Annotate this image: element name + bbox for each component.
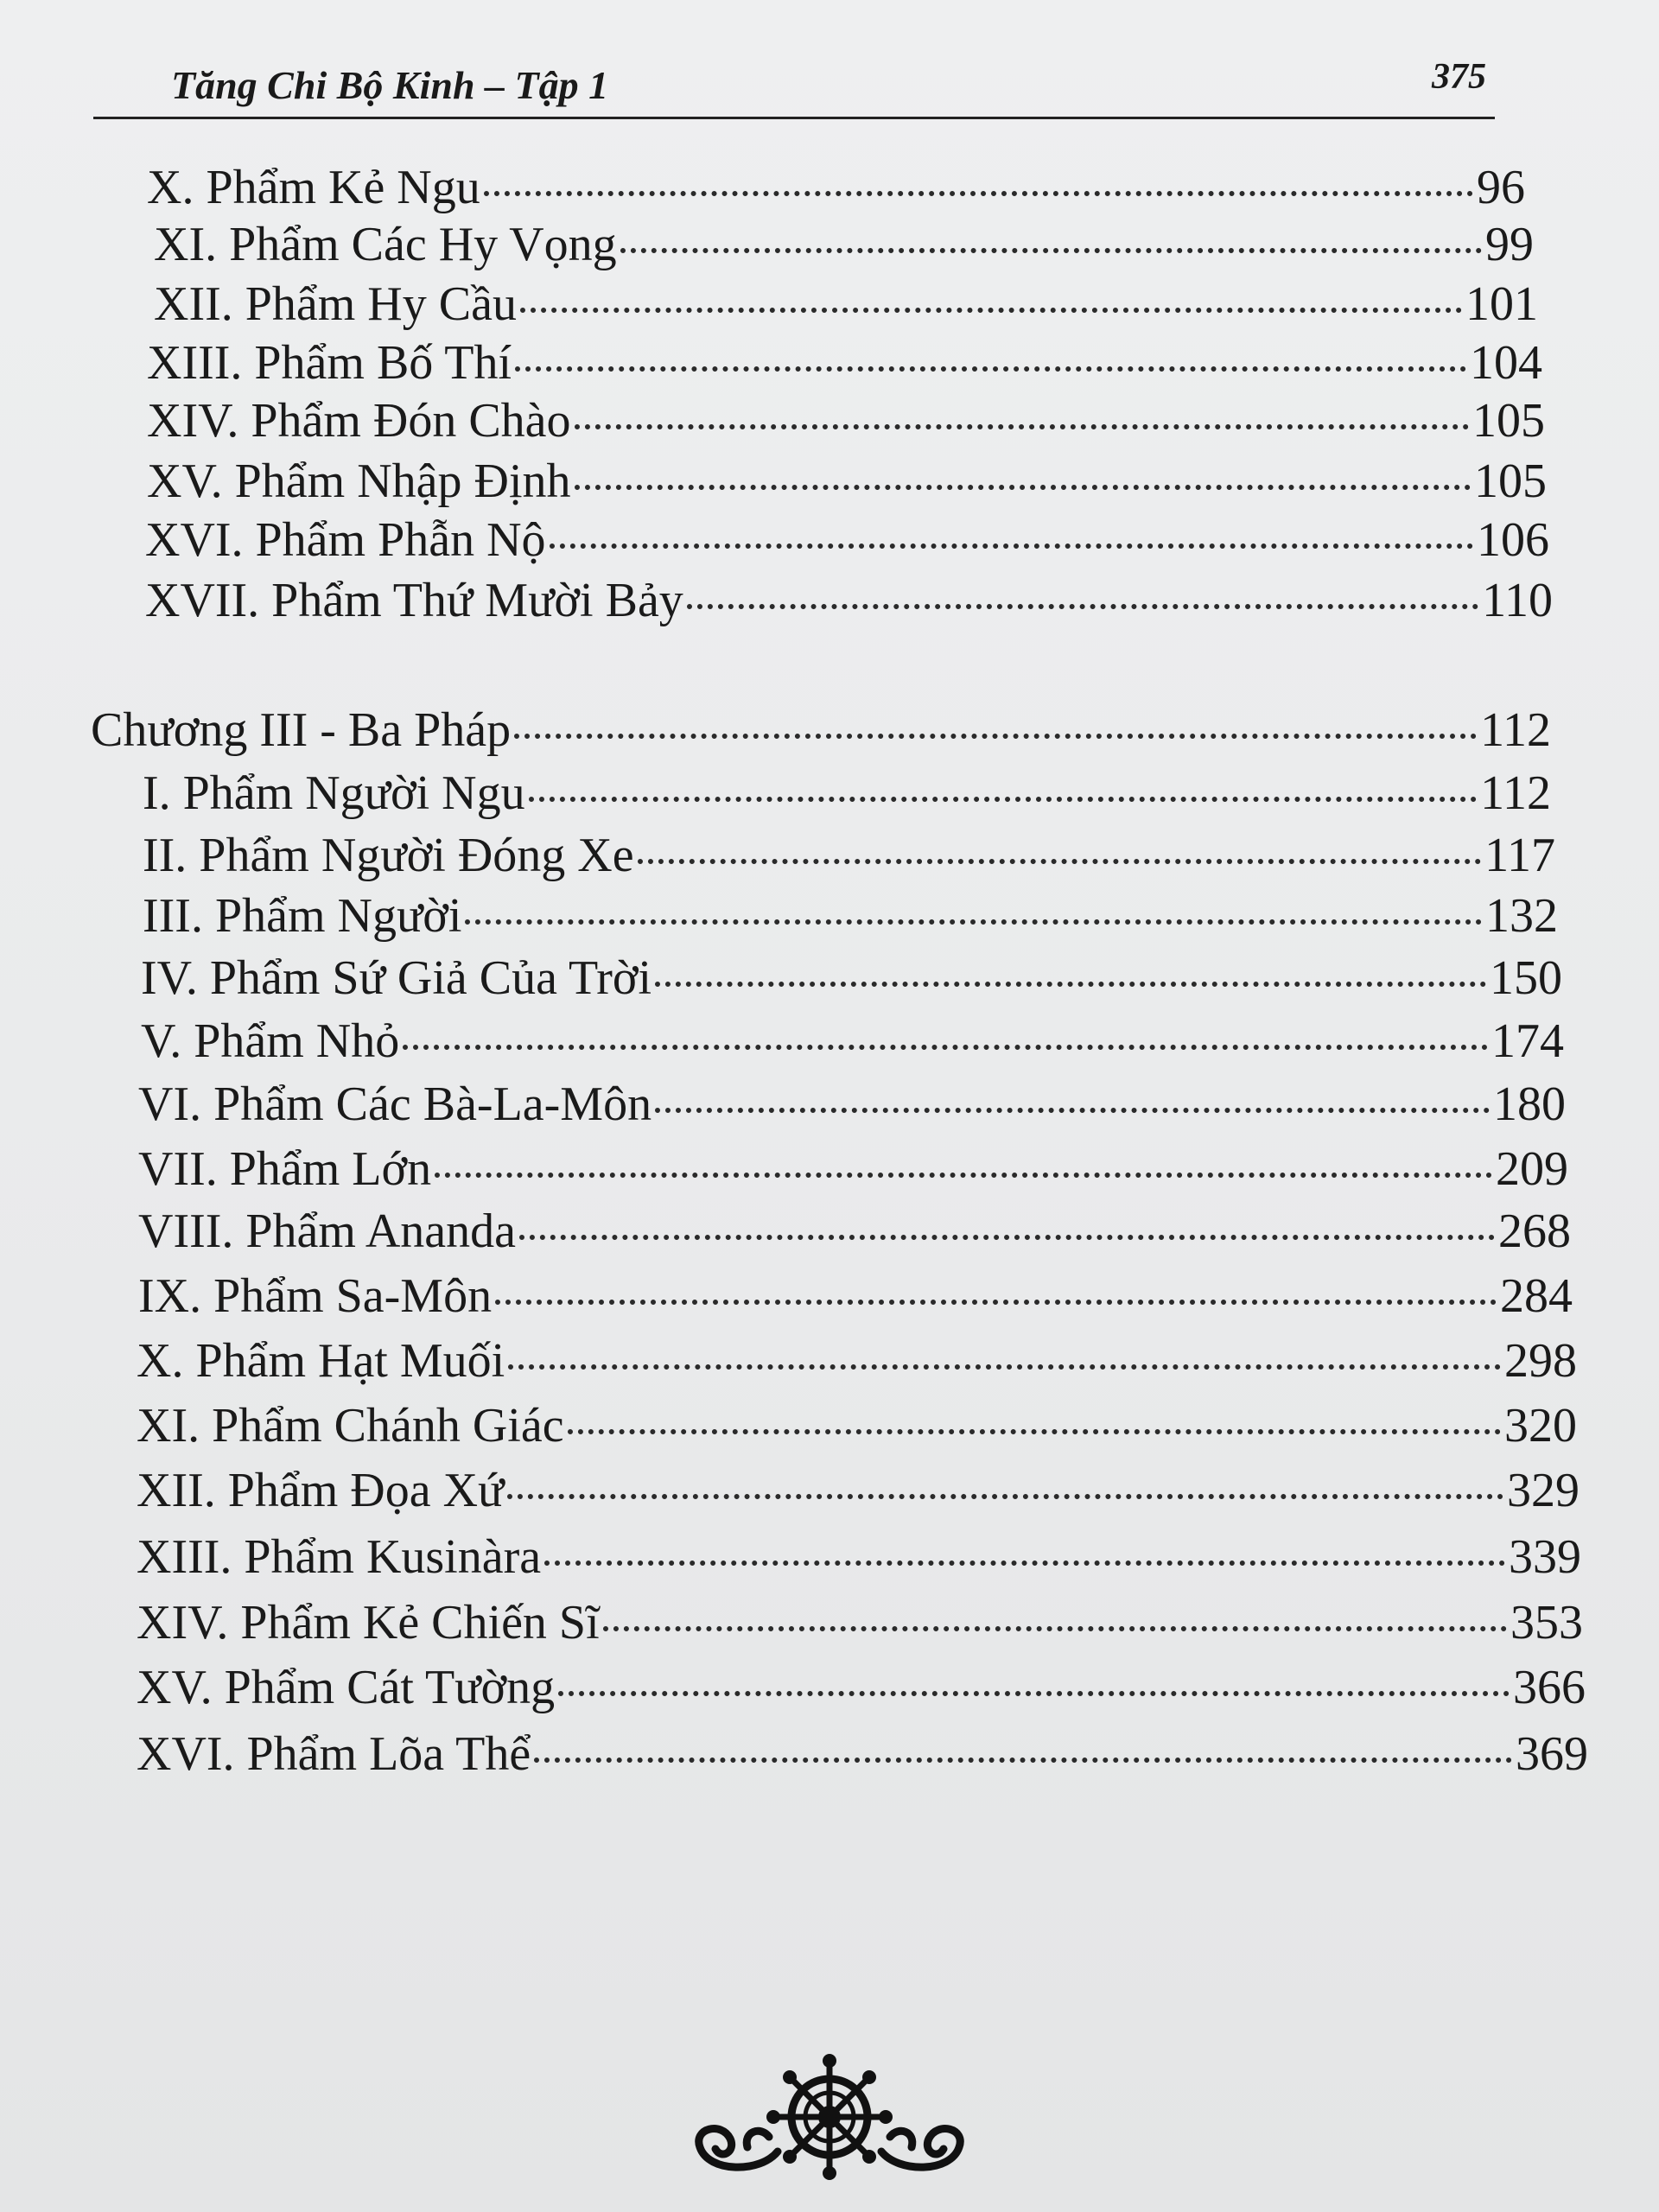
- toc-entry-page: 101: [1465, 277, 1538, 331]
- toc-entry: [138, 1074, 1566, 1135]
- toc-entry-title: XI. Phẩm Chánh Giác: [137, 1399, 564, 1452]
- left-swirl-flourish: [699, 2129, 778, 2168]
- running-title: Tăng Chi Bộ Kinh – Tập 1: [171, 63, 609, 107]
- dot-leader: [575, 424, 1469, 429]
- dot-leader: [519, 1235, 1495, 1240]
- toc-entry: [145, 570, 1553, 631]
- right-swirl-flourish: [881, 2129, 960, 2168]
- toc-entry-title: XII. Phẩm Hy Cầu: [154, 277, 517, 331]
- toc-entry-page: 298: [1504, 1334, 1577, 1388]
- page-header: [93, 52, 1495, 119]
- toc-entry: [143, 886, 1558, 946]
- toc-entry-page: 117: [1484, 829, 1555, 882]
- toc-entry-page: 369: [1516, 1727, 1588, 1781]
- toc-entry: [145, 510, 1549, 570]
- dot-leader: [515, 366, 1466, 372]
- toc-entry: [137, 1724, 1588, 1784]
- toc-entry: [138, 1139, 1568, 1199]
- dot-leader: [534, 1758, 1512, 1763]
- dot-leader: [655, 982, 1486, 987]
- toc-entry-title: XVII. Phẩm Thứ Mười Bảy: [145, 574, 683, 627]
- toc-entry-title: VIII. Phẩm Ananda: [138, 1205, 517, 1258]
- toc-entry-page: 320: [1504, 1399, 1577, 1452]
- toc-entry: [137, 1395, 1577, 1456]
- toc-entry-page: 284: [1500, 1269, 1573, 1323]
- toc-entry: [147, 157, 1525, 218]
- toc-entry: [154, 274, 1538, 334]
- dot-leader: [550, 543, 1473, 549]
- toc-entry-page: 105: [1474, 454, 1547, 508]
- toc-entry: [141, 1011, 1564, 1071]
- toc-entry-title: XV. Phẩm Nhập Định: [147, 454, 571, 508]
- toc-entry-title: VI. Phẩm Các Bà-La-Môn: [138, 1077, 652, 1131]
- toc-entry: [137, 1331, 1577, 1391]
- dot-leader: [529, 797, 1477, 802]
- toc-entry: [147, 451, 1547, 512]
- toc-entry-title: VII. Phẩm Lớn: [138, 1142, 432, 1196]
- dot-leader: [568, 1429, 1501, 1434]
- dot-leader: [544, 1560, 1505, 1566]
- toc-entry-title: II. Phẩm Người Đóng Xe: [143, 829, 634, 882]
- dot-leader: [403, 1045, 1488, 1050]
- dharma-wheel-icon: [766, 2054, 893, 2180]
- toc-entry-title: I. Phẩm Người Ngu: [143, 766, 525, 820]
- dot-leader: [603, 1626, 1507, 1631]
- toc-entry-title: XIII. Phẩm Kusinàra: [137, 1530, 542, 1584]
- toc-entry-title: XI. Phẩm Các Hy Vọng: [154, 218, 617, 271]
- toc-entry: [138, 1201, 1571, 1262]
- dot-leader: [435, 1173, 1492, 1178]
- toc-entry: [143, 763, 1551, 823]
- toc-entry: [147, 333, 1542, 393]
- toc-entry-title: XVI. Phẩm Lõa Thể: [137, 1727, 531, 1781]
- toc-entry-title: XV. Phẩm Cát Tường: [137, 1661, 556, 1714]
- toc-entry-page: 353: [1510, 1596, 1583, 1649]
- dot-leader: [514, 734, 1477, 739]
- dot-leader: [520, 308, 1462, 313]
- toc-entry-page: 132: [1485, 889, 1558, 943]
- toc-entry-page: 209: [1496, 1142, 1568, 1196]
- toc-entry-page: 112: [1480, 766, 1551, 820]
- toc-entry-title: Chương III - Ba Pháp: [91, 703, 512, 757]
- dharma-wheel-ornament: [657, 2052, 1002, 2182]
- toc-entry-title: X. Phẩm Hạt Muối: [137, 1334, 505, 1388]
- dot-leader: [558, 1691, 1510, 1696]
- toc-entry: [137, 1527, 1581, 1587]
- dot-leader: [687, 604, 1478, 609]
- toc-entry-page: 366: [1513, 1661, 1586, 1714]
- page-number: 375: [1432, 57, 1486, 97]
- dot-leader: [620, 248, 1482, 253]
- toc-entry-title: XIV. Phẩm Đón Chào: [147, 394, 571, 448]
- toc-entry: [154, 214, 1534, 275]
- toc-entry-page: 110: [1482, 574, 1553, 627]
- toc-entry: [147, 391, 1545, 451]
- toc-entry-page: 150: [1490, 951, 1562, 1005]
- toc-entry-title: XIV. Phẩm Kẻ Chiến Sĩ: [137, 1596, 600, 1649]
- dot-leader: [655, 1108, 1490, 1113]
- toc-entry-page: 112: [1480, 703, 1551, 757]
- toc-entry-title: IV. Phẩm Sứ Giả Của Trời: [141, 951, 652, 1005]
- toc-entry-page: 99: [1485, 218, 1534, 271]
- toc-entry: [91, 700, 1551, 760]
- toc-entry-title: XVI. Phẩm Phẫn Nộ: [145, 513, 546, 567]
- toc-entry-title: III. Phẩm Người: [143, 889, 462, 943]
- toc-entry-title: XII. Phẩm Đọa Xứ: [137, 1464, 505, 1517]
- toc-entry-page: 96: [1477, 161, 1525, 214]
- toc-entry-title: X. Phẩm Kẻ Ngu: [147, 161, 480, 214]
- toc-entry-page: 268: [1498, 1205, 1571, 1258]
- toc-entry-page: 174: [1491, 1014, 1564, 1068]
- dot-leader: [465, 919, 1482, 925]
- toc-entry: [138, 1266, 1573, 1326]
- dot-leader: [638, 859, 1482, 864]
- dot-leader: [575, 485, 1471, 490]
- toc-entry-page: 180: [1493, 1077, 1566, 1131]
- dot-leader: [507, 1494, 1503, 1499]
- dot-leader: [495, 1300, 1497, 1305]
- toc-entry-title: V. Phẩm Nhỏ: [141, 1014, 400, 1068]
- toc-entry-page: 339: [1509, 1530, 1581, 1584]
- toc-entry-title: XIII. Phẩm Bố Thí: [147, 336, 512, 390]
- toc-entry-page: 329: [1507, 1464, 1580, 1517]
- dot-leader: [508, 1364, 1501, 1370]
- dot-leader: [484, 191, 1473, 196]
- toc-entry: [137, 1657, 1586, 1718]
- toc-entry: [137, 1460, 1580, 1521]
- toc-entry-page: 104: [1470, 336, 1542, 390]
- toc-entry-page: 106: [1477, 513, 1549, 567]
- toc-entry-page: 105: [1472, 394, 1545, 448]
- toc-entry: [143, 825, 1555, 886]
- toc-entry-title: IX. Phẩm Sa-Môn: [138, 1269, 493, 1323]
- toc-entry: [137, 1592, 1583, 1653]
- toc-entry: [141, 948, 1562, 1008]
